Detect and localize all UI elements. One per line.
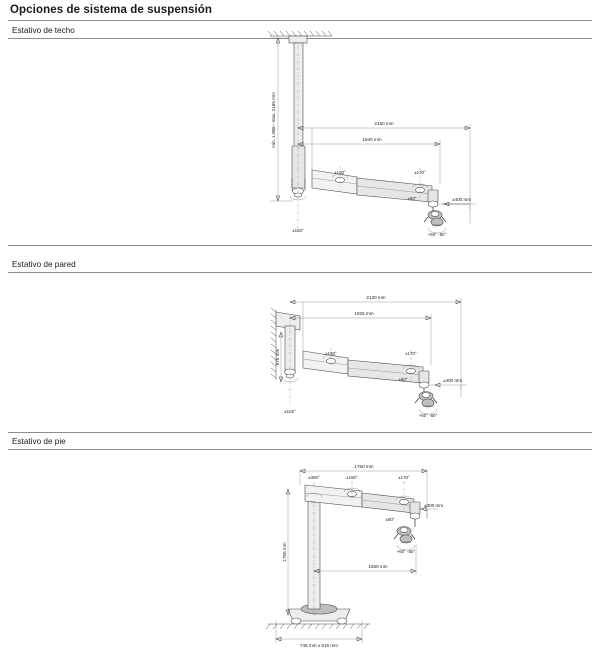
svg-text:+60° -50°: +60° -50° [396, 549, 416, 554]
section-label-ceiling: Estativo de techo [12, 26, 75, 35]
svg-text:min. 1,965– max. 2165 mm: min. 1,965– max. 2165 mm [271, 92, 276, 148]
svg-text:±150°: ±150° [334, 170, 346, 175]
section-label-wall: Estativo de pared [12, 260, 76, 269]
svg-text:±102°: ±102° [284, 409, 296, 414]
svg-text:±150°: ±150° [346, 475, 358, 480]
figure-wall-stand [0, 272, 600, 427]
svg-text:1760 mm: 1760 mm [354, 464, 374, 469]
svg-text:±163°: ±163° [292, 228, 304, 233]
section-label-floor: Estativo de pie [12, 437, 66, 446]
svg-text:745 mm x 615 mm: 745 mm x 615 mm [299, 643, 339, 648]
svg-text:975 mm: 975 mm [275, 348, 280, 366]
svg-text:1925 mm: 1925 mm [354, 311, 374, 316]
svg-text:±400 mm: ±400 mm [443, 378, 463, 383]
figure-ceiling-stand [0, 28, 600, 238]
svg-text:+60° -50°: +60° -50° [418, 413, 438, 418]
divider-floor-top [8, 432, 592, 433]
svg-text:±150°: ±150° [325, 351, 337, 356]
figure-floor-stand [0, 449, 600, 654]
svg-text:±60°: ±60° [398, 377, 408, 382]
svg-text:1755 mm: 1755 mm [282, 542, 287, 562]
divider-wall-top [8, 245, 592, 246]
svg-text:±60°: ±60° [407, 196, 417, 201]
svg-text:1940 mm: 1940 mm [362, 137, 382, 142]
svg-text:2150 mm: 2150 mm [374, 121, 394, 126]
svg-text:±170°: ±170° [405, 351, 417, 356]
divider-title [8, 20, 592, 21]
svg-text:±170°: ±170° [414, 170, 426, 175]
page-title: Opciones de sistema de suspensión [10, 4, 213, 16]
svg-text:±360°: ±360° [308, 475, 320, 480]
svg-text:±400 mm: ±400 mm [452, 197, 472, 202]
svg-text:+60° -50°: +60° -50° [427, 232, 447, 237]
svg-text:2130 mm: 2130 mm [366, 295, 386, 300]
svg-text:1550 mm: 1550 mm [368, 564, 388, 569]
svg-text:±300 mm: ±300 mm [424, 503, 444, 508]
svg-text:±60°: ±60° [385, 517, 395, 522]
svg-text:±170°: ±170° [398, 475, 410, 480]
